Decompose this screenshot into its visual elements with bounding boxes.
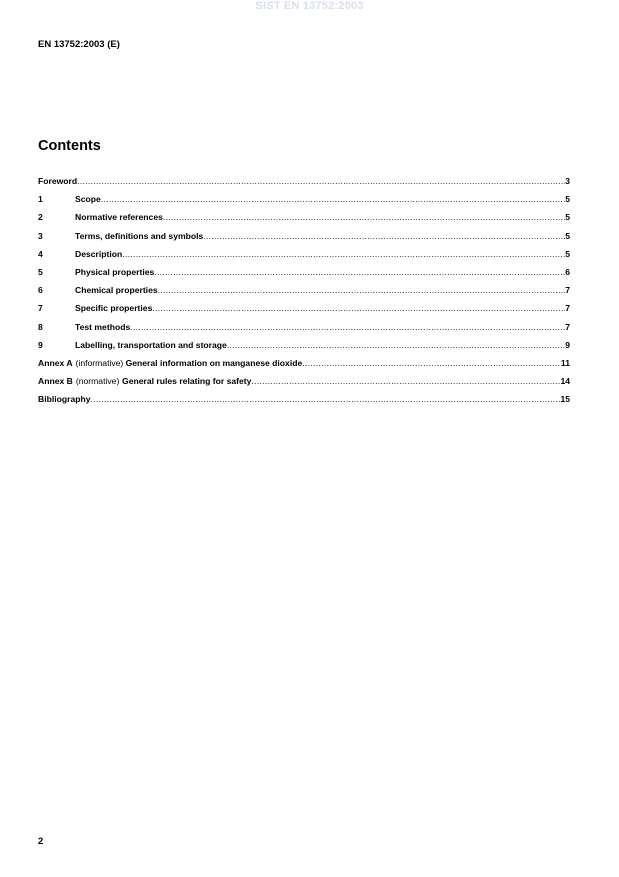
annex-status: (normative) xyxy=(75,376,120,387)
toc-entry-page: 5 xyxy=(565,212,570,223)
dot-leader xyxy=(251,376,560,386)
dot-leader xyxy=(77,176,565,186)
clause-number: 7 xyxy=(38,303,43,314)
document-identifier: EN 13752:2003 (E) xyxy=(38,39,120,50)
clause-number: 8 xyxy=(38,321,43,332)
toc-entry-page: 3 xyxy=(565,176,570,186)
toc-entry-page: 9 xyxy=(565,339,570,350)
toc-entry-clause-7[interactable] xyxy=(38,303,570,321)
toc-entry-page: 7 xyxy=(565,285,570,296)
toc-entry-foreword[interactable] xyxy=(38,176,570,194)
clause-number: 6 xyxy=(38,285,43,296)
toc-entry-title: Description xyxy=(75,248,123,259)
toc-entry-title: Labelling, transportation and storage xyxy=(75,339,227,350)
toc-entry-clause-5[interactable] xyxy=(38,267,570,285)
dot-leader xyxy=(154,267,565,277)
toc-entry-page: 5 xyxy=(565,230,570,241)
toc-entry-clause-1[interactable] xyxy=(38,194,570,212)
dot-leader xyxy=(163,212,565,222)
toc-entry-title: Scope xyxy=(75,194,101,205)
contents-heading: Contents xyxy=(38,138,101,154)
toc-entry-clause-9[interactable] xyxy=(38,340,570,358)
toc-entry-title: General information on manganese dioxide xyxy=(125,357,303,368)
toc-entry-title: Chemical properties xyxy=(75,285,158,296)
toc-entry-title: Terms, definitions and symbols xyxy=(75,230,204,241)
page-number: 2 xyxy=(38,836,44,847)
dot-leader xyxy=(91,394,561,404)
clause-number: 4 xyxy=(38,248,43,259)
dot-leader xyxy=(122,249,565,259)
dot-leader xyxy=(158,285,566,295)
toc-entry-page: 5 xyxy=(565,248,570,259)
table-of-contents xyxy=(38,176,570,412)
dot-leader xyxy=(152,303,565,313)
toc-entry-title: Bibliography xyxy=(38,394,91,405)
toc-entry-title: Normative references xyxy=(75,212,163,223)
dot-leader xyxy=(302,358,561,368)
clause-number: 3 xyxy=(38,230,43,241)
toc-entry-page: 11 xyxy=(560,357,570,368)
toc-entry-page: 5 xyxy=(565,194,570,205)
annex-label: Annex A xyxy=(38,357,73,368)
dot-leader xyxy=(101,194,565,204)
dot-leader xyxy=(130,322,565,332)
annex-label: Annex B xyxy=(38,376,73,387)
clause-number: 2 xyxy=(38,212,43,223)
toc-entry-title: General rules relating for safety xyxy=(122,376,252,387)
dot-leader xyxy=(227,340,565,350)
toc-entry-page: 15 xyxy=(560,394,570,405)
toc-entry-page: 14 xyxy=(560,376,570,387)
toc-entry-title: Specific properties xyxy=(75,303,153,314)
toc-entry-page: 6 xyxy=(565,266,570,277)
toc-entry-clause-2[interactable] xyxy=(38,212,570,230)
clause-number: 9 xyxy=(38,339,43,350)
toc-entry-page: 7 xyxy=(565,321,570,332)
toc-entry-bibliography[interactable] xyxy=(38,394,570,412)
watermark: SIST EN 13752:2003 xyxy=(255,0,364,12)
toc-entry-clause-4[interactable] xyxy=(38,249,570,267)
toc-entry-clause-8[interactable] xyxy=(38,322,570,340)
toc-entry-page: 7 xyxy=(565,303,570,314)
toc-entry-annex-b[interactable] xyxy=(38,376,570,394)
toc-entry-title: Foreword xyxy=(38,176,78,186)
clause-number: 1 xyxy=(38,194,43,205)
dot-leader xyxy=(203,231,565,241)
toc-entry-title: Physical properties xyxy=(75,266,155,277)
toc-entry-title: Test methods xyxy=(75,321,131,332)
clause-number: 5 xyxy=(38,266,43,277)
toc-entry-clause-3[interactable] xyxy=(38,231,570,249)
annex-status: (informative) xyxy=(75,357,124,368)
toc-entry-clause-6[interactable] xyxy=(38,285,570,303)
toc-entry-annex-a[interactable] xyxy=(38,358,570,376)
